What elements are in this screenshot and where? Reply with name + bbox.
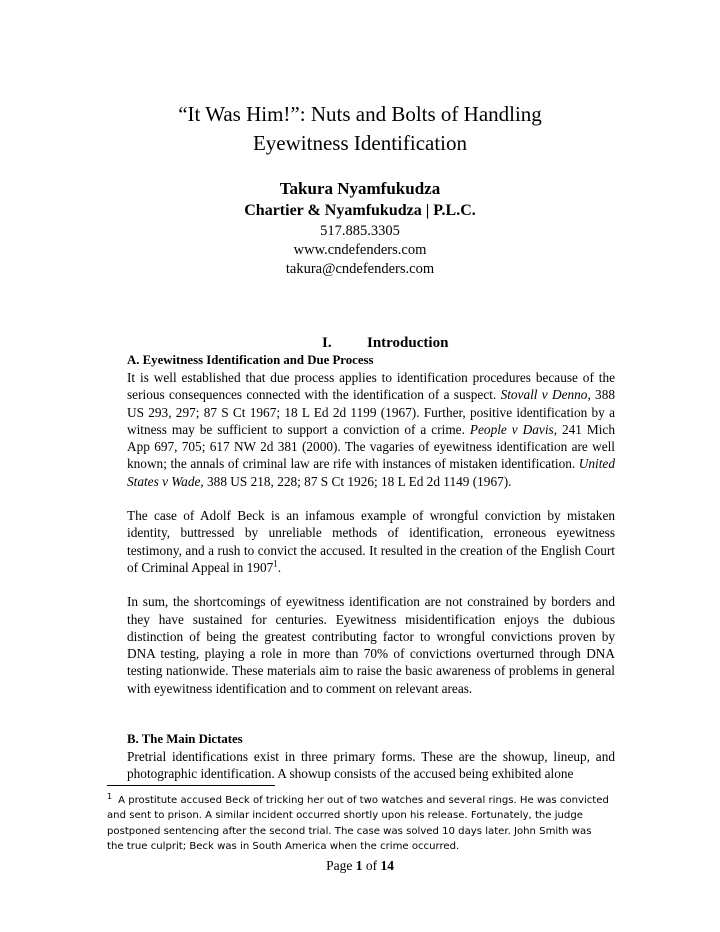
paragraph-main-dictates: Pretrial identifications exist in three primary forms. These are the showup, lineup, and photographic identification. A showup consists of the accused being exhibited alone (127, 749, 615, 782)
paragraph-adolf-beck (127, 507, 615, 576)
subsection-b-heading: B. The Main Dictates (127, 732, 243, 747)
section-title: Introduction (367, 335, 449, 351)
page-footer (0, 858, 720, 874)
title-line-1: “It Was Him!”: Nuts and Bolts of Handling (178, 102, 542, 126)
author-email: takura@cndefenders.com (285, 261, 435, 277)
text-run: , 388 US 218, 228; 87 S Ct 1926; 18 L Ed 2d 1149 (1967). (200, 473, 512, 489)
footnote (107, 793, 611, 854)
text-run: , 388 US 293, 297; 87 S Ct 1967; 18 L Ed 2d 1199 (1967). Further, positive identification by a witness may be sufficient to support a conviction of a crime. (127, 387, 616, 437)
text-run: , 241 Mich App 697, 705; 617 NW 2d 381 (2000). The vagaries of eyewitness identification are well known; the annals of criminal law are rife with instances of mistaken identification. (127, 421, 615, 472)
text-run: It is well established that due process applies to identification procedures because of the serious consequences connected with the identification of a suspect. (127, 370, 615, 403)
section-body (127, 352, 615, 783)
page-of: of (362, 858, 381, 873)
page-current: 1 (355, 858, 363, 873)
author-website: www.cndefenders.com (293, 242, 427, 258)
paragraph-due-process (127, 369, 615, 490)
footnote-mark: 1 (107, 791, 113, 801)
footnote-separator (107, 785, 275, 786)
author-firm: Chartier & Nyamfukudza | P.L.C. (244, 202, 476, 219)
subsection-a-heading: A. Eyewitness Identification and Due Process (127, 353, 374, 367)
document-title (0, 100, 720, 158)
text-run: . (277, 559, 282, 575)
title-line-2: Eyewitness Identification (252, 131, 468, 155)
page-total: 14 (380, 858, 394, 873)
section-number: I. (322, 335, 332, 351)
footnote-reference[interactable]: 1 (273, 558, 278, 569)
case-citation: United States v Wade (127, 456, 615, 489)
case-citation: Stovall v Denno (500, 387, 588, 403)
case-citation: People v Davis (469, 421, 554, 437)
text-run: The case of Adolf Beck is an infamous example of wrongful conviction by mistaken identity, buttressed by unreliable methods of identification, erroneous eyewitness testimony, and a rush to convict the accused. It resulted in the creation of the English Court of Criminal Appeal in 1907 (127, 508, 615, 575)
footnote-text: A prostitute accused Beck of tricking her out of two watches and several rings. He was convicted and sent to prison. A similar incident occurred shortly upon his release. Fortunately, the judge postponed sentencing after the second trial. The case was solved 10 days later. John Smith was the true culprit; Beck was in South America when the crime occurred. (107, 795, 609, 852)
page-label: Page (326, 858, 356, 873)
author-block (0, 178, 720, 279)
author-phone: 517.885.3305 (320, 223, 400, 239)
paragraph-in-sum: In sum, the shortcomings of eyewitness identification are not constrained by borders and they have sustained for centuries. Eyewitness misidentification enjoys the dubious distinction of being the greatest contributing factor to wrongful convictions proven by DNA testing, playing a role in more than 70% of convictions overturned through DNA testing nationwide. These materials aim to raise the basic awareness of problems in general with eyewitness identification and to comment on relevant areas. (127, 594, 615, 696)
author-name: Takura Nyamfukudza (279, 179, 441, 198)
